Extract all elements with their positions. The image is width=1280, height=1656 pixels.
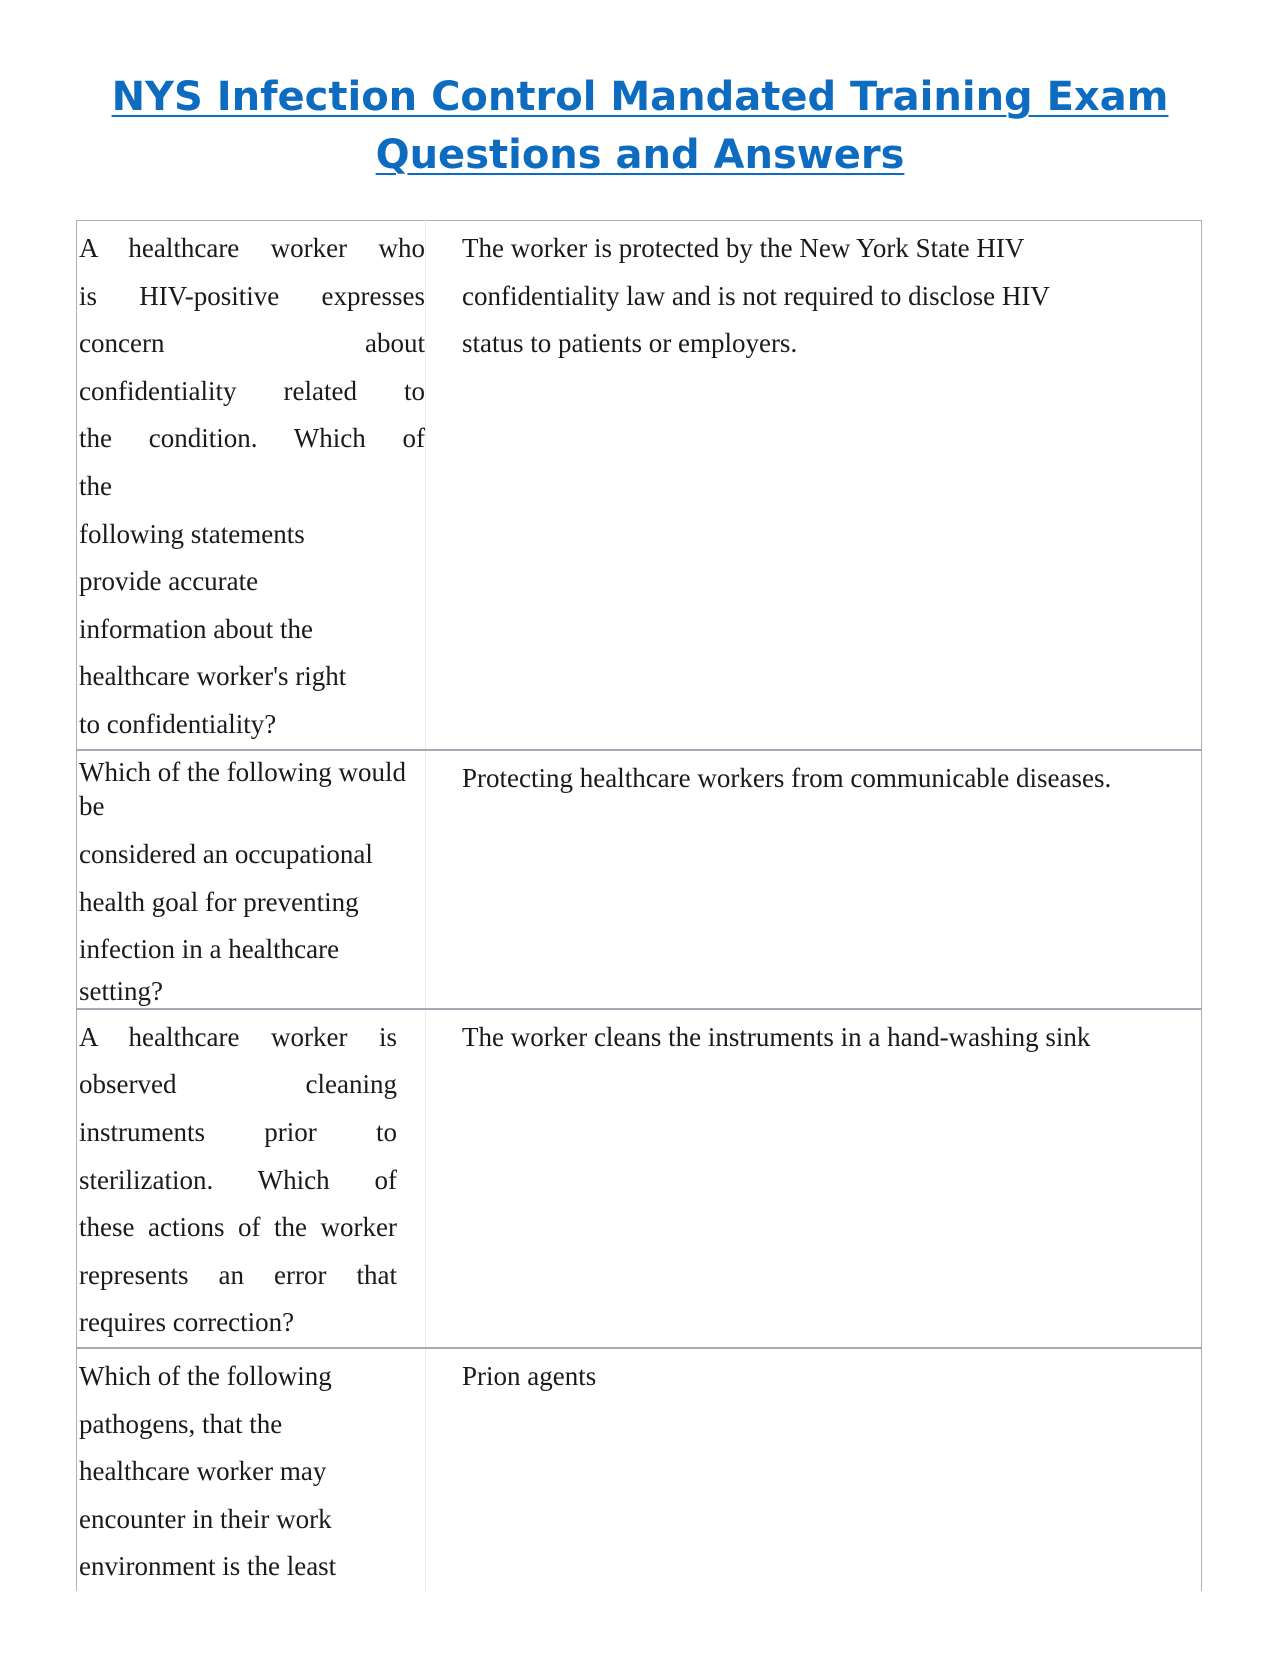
answer-cell: [426, 221, 1202, 751]
table-row: [77, 750, 1202, 1009]
question-line: the condition. Which of: [79, 423, 425, 454]
question-line: Which of the following would: [79, 757, 406, 787]
answer-line: Prion agents: [462, 1360, 597, 1391]
title-line-2: Questions and Answers: [375, 132, 905, 178]
answer-line: The worker is protected by the New York State HIV: [462, 233, 1025, 263]
question-line: health goal for preventing: [79, 886, 359, 917]
title-line-1: NYS Infection Control Mandated Training Exam: [111, 74, 1169, 120]
table-row: [77, 1348, 1202, 1591]
question-line: setting?: [79, 975, 163, 1006]
question-line: confidentiality related to: [79, 375, 425, 406]
question-line: healthcare worker's right: [79, 661, 347, 692]
question-line: provide accurate: [79, 566, 259, 597]
question-cell: [77, 1348, 426, 1591]
question-line: be: [79, 791, 105, 821]
question-cell: [77, 221, 426, 751]
question-cell: [77, 1009, 426, 1348]
answer-cell: [426, 1009, 1202, 1348]
question-line: A healthcare worker is: [79, 1021, 397, 1052]
answer-line: Protecting healthcare workers from communicable diseases.: [462, 763, 1112, 793]
question-line: encounter in their work: [79, 1503, 332, 1534]
table-row: [77, 1009, 1202, 1348]
question-line: environment is the least: [79, 1551, 337, 1582]
question-line: observed cleaning: [79, 1069, 397, 1100]
question-line: following statements: [79, 518, 305, 549]
question-line: to confidentiality?: [79, 708, 277, 739]
question-line: healthcare worker may: [79, 1456, 327, 1487]
document-title: [0, 68, 1280, 184]
question-line: A healthcare worker who: [79, 233, 425, 263]
qa-table: [76, 220, 1202, 1591]
question-line: represents an error that: [79, 1259, 397, 1290]
question-line: infection in a healthcare: [79, 934, 340, 965]
answer-cell: [426, 750, 1202, 1009]
answer-line: The worker cleans the instruments in a hand-washing sink: [462, 1021, 1091, 1052]
table-row: [77, 221, 1202, 751]
answer-line: confidentiality law and is not required to disclose HIV: [462, 280, 1050, 311]
question-line: sterilization. Which of: [79, 1164, 397, 1195]
answer-cell: [426, 1348, 1202, 1591]
question-line: is HIV-positive expresses: [79, 280, 425, 311]
question-line: these actions of the worker: [79, 1212, 397, 1243]
question-line: requires correction?: [79, 1307, 295, 1338]
question-line: considered an occupational: [79, 839, 373, 869]
question-cell: [77, 750, 426, 1009]
question-line: pathogens, that the: [79, 1408, 283, 1439]
question-line: Which of the following: [79, 1360, 332, 1391]
question-line: information about the: [79, 613, 313, 644]
answer-line: status to patients or employers.: [462, 328, 798, 359]
question-line: concern about: [79, 328, 425, 359]
question-line: instruments prior to: [79, 1116, 397, 1147]
question-line: the: [79, 470, 112, 501]
